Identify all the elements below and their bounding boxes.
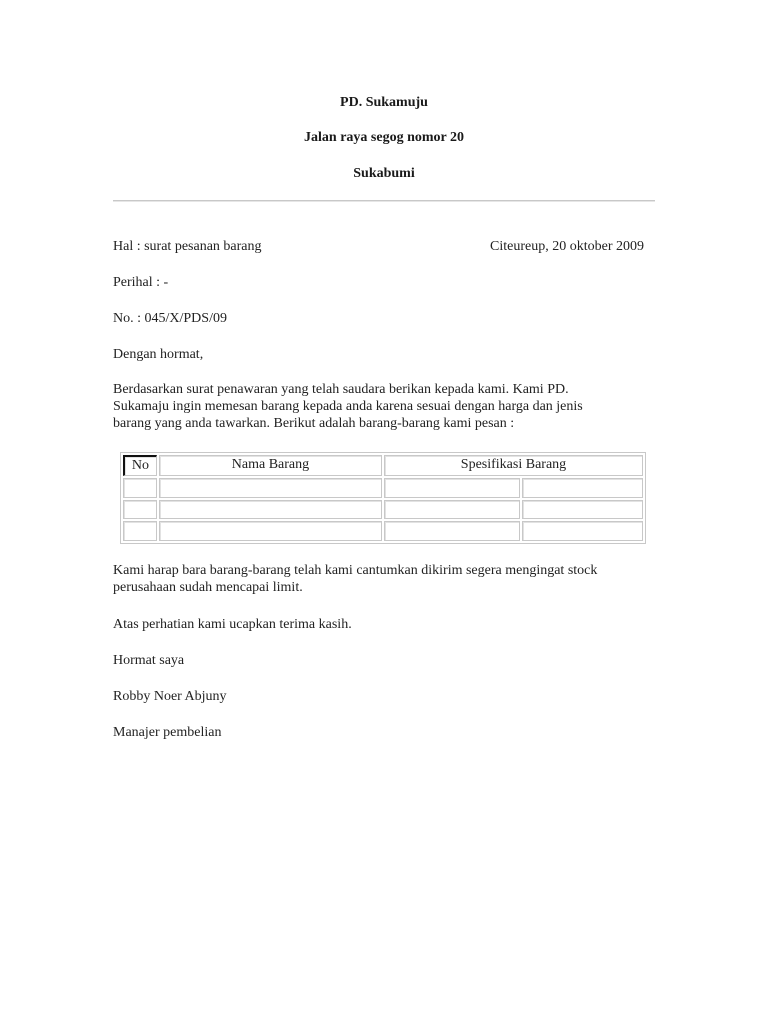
closing-line: Kami harap bara barang-barang telah kami cantumkan dikirim segera mengingat stock <box>113 563 598 578</box>
table-cell[interactable] <box>159 521 382 541</box>
header-spesifikasi-barang: Spesifikasi Barang <box>384 455 643 476</box>
header-no: No <box>123 455 157 476</box>
table-cell[interactable] <box>384 500 520 520</box>
company-city: Sukabumi <box>353 166 415 181</box>
greeting: Dengan hormat, <box>113 347 204 362</box>
intro-line: Berdasarkan surat penawaran yang telah saudara berikan kepada kami. Kami PD. <box>113 382 569 397</box>
table-cell[interactable] <box>123 521 157 541</box>
intro-line: Sukamaju ingin memesan barang kepada anda karena sesuai dengan harga dan jenis <box>113 399 583 414</box>
table-row <box>123 500 643 520</box>
table-header-row <box>123 455 643 476</box>
table-cell[interactable] <box>522 500 643 520</box>
table-row <box>123 521 643 541</box>
table-cell[interactable] <box>159 478 382 498</box>
header-nama-barang: Nama Barang <box>159 455 382 476</box>
intro-line: barang yang anda tawarkan. Berikut adalah barang-barang kami pesan : <box>113 416 515 431</box>
signer-name: Robby Noer Abjuny <box>113 689 227 704</box>
table-cell[interactable] <box>384 521 520 541</box>
signoff: Hormat saya <box>113 653 185 668</box>
subject-line: Hal : surat pesanan barang <box>113 239 262 254</box>
closing-paragraph <box>113 562 658 596</box>
order-table <box>120 452 646 544</box>
company-address: Jalan raya segog nomor 20 <box>304 130 464 145</box>
intro-paragraph <box>113 381 658 432</box>
thanks-line: Atas perhatian kami ucapkan terima kasih. <box>113 617 352 632</box>
table-cell[interactable] <box>123 478 157 498</box>
table-cell[interactable] <box>159 500 382 520</box>
company-name: PD. Sukamuju <box>340 95 428 110</box>
table-cell[interactable] <box>522 478 643 498</box>
signer-title: Manajer pembelian <box>113 725 222 740</box>
letterhead-divider <box>113 200 655 202</box>
place-date: Citeureup, 20 oktober 2009 <box>490 239 644 254</box>
table-cell[interactable] <box>384 478 520 498</box>
closing-line: perusahaan sudah mencapai limit. <box>113 580 303 595</box>
table-cell[interactable] <box>522 521 643 541</box>
table-row <box>123 478 643 498</box>
perihal-line: Perihal : - <box>113 275 169 290</box>
table-cell[interactable] <box>123 500 157 520</box>
letter-number: No. : 045/X/PDS/09 <box>113 311 227 326</box>
